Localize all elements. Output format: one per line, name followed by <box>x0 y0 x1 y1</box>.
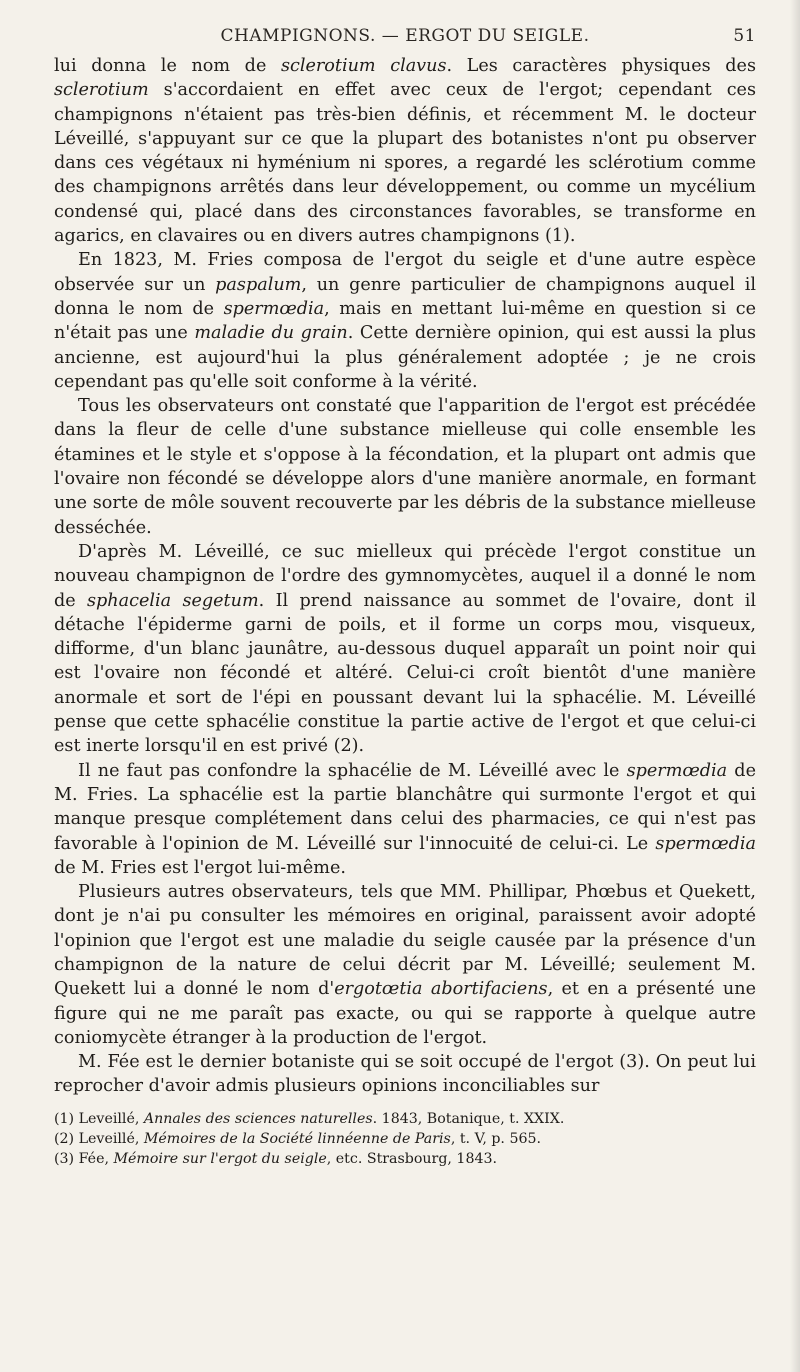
paragraph-text-run: Plusieurs autres observateurs, tels que MM. Phillipar, Phœbus et Quekett, dont je n'ai pu consulter les mémoires en original, paraissent avoir adopté l'opinion que l'ergot est une maladie du seigle causée par la présence d'un champignon de la nature de celui décrit par M. Léveillé; seulement M. Quekett lui a donné le nom d' <box>54 882 756 1000</box>
paragraph-text-run: , et en a présenté une figure qui ne me paraît pas exacte, ou qui se rapporte à quelque autre coniomycète étranger à la production de l'ergot. <box>54 979 757 1048</box>
page-edge-shadow <box>790 0 800 1372</box>
footnote-text-run: Mémoires de la Société linnéenne de Paris <box>143 1130 451 1147</box>
paragraph-text-run: Tous les observateurs ont constaté que l'apparition de l'ergot est précédée dans la fleur de celle d'une substance mielleuse qui colle ensemble les étamines et le style et s'oppose à la fécondation, et la plupart ont admis que l'ovaire non fécondé se développe alors d'une manière anormale, en formant une sorte de môle souvent recouverte par les débris de la substance mielleuse desséchée. <box>54 396 756 538</box>
paragraph-text-run: sphacelia segetum <box>87 590 259 611</box>
footnote-text-run: (2) Leveillé, <box>54 1130 144 1147</box>
footnote-text-run: (3) Fée, <box>54 1150 114 1167</box>
paragraph-6 <box>54 880 756 1050</box>
paragraph-7 <box>54 1050 756 1099</box>
footnote-text-run: , etc. Strasbourg, 1843. <box>326 1150 498 1167</box>
paragraph-text-run: . Les caractères physiques des <box>446 56 756 76</box>
running-title: CHAMPIGNONS. — ERGOT DU SEIGLE. <box>220 26 590 46</box>
footnote-text-run: (1) Leveillé, <box>54 1110 144 1127</box>
paragraph-text-run: ergotœtia abortifaciens <box>334 979 548 1000</box>
footnote-text-run: . 1843, Botanique, t. XXIX. <box>372 1110 565 1127</box>
footnote-text-run: Mémoire sur l'ergot du seigle <box>113 1150 327 1167</box>
paragraph-text-run: , un genre particulier de champignons auquel il donna le nom de <box>54 274 756 319</box>
paragraph-1 <box>54 54 756 248</box>
paragraph-text-run: spermœdia <box>626 760 728 781</box>
paragraph-text-run: En 1823, M. Fries composa de l'ergot du seigle et d'une autre espèce observée sur un <box>54 250 756 295</box>
paragraph-text-run: M. Fée est le dernier botaniste qui se soit occupé de l'ergot (3). On peut lui reprocher d'avoir admis plusieurs opinions inconciliables sur <box>54 1052 756 1097</box>
paragraph-text-run: . Il prend naissance au sommet de l'ovaire, dont il détache l'épiderme garni de poils, et il forme un corps mou, visqueux, difforme, d'un blanc jaunâtre, au-dessous duquel apparaît un point noir qui est l'ovaire non fécondé et altéré. Celui-ci croît bientôt d'une manière anormale et sort de l'épi en poussant devant lui la sphacélie. M. Léveillé pense que cette sphacélie constitue la partie active de l'ergot et que celui-ci est inerte lorsqu'il en est privé (2). <box>54 590 756 757</box>
paragraph-text-run: sclerotium clavus <box>280 56 447 76</box>
page-number: 51 <box>733 26 756 46</box>
paragraph-text-run: de M. Fries est l'ergot lui-même. <box>54 857 346 878</box>
paragraph-text-run: D'après M. Léveillé, ce suc mielleux qui précède l'ergot constitue un nouveau champignon de l'ordre des gymnomycètes, auquel il a donné le nom de <box>54 541 756 611</box>
body-text <box>54 54 756 1099</box>
paragraph-text-run: paspalum <box>215 274 302 295</box>
paragraph-text-run: spermœdia <box>223 298 325 319</box>
footnote-3 <box>54 1149 756 1169</box>
paragraph-5 <box>54 759 756 880</box>
paragraph-text-run: de M. Fries. La sphacélie est la partie blanchâtre qui surmonte l'ergot et qui manque presque complétement dans celui des pharmacies, ce qui n'est pas favorable à l'opinion de M. Léveillé sur l'innocuité de celui-ci. Le <box>54 760 756 854</box>
paragraph-4 <box>54 540 756 759</box>
paragraph-text-run: . Cette dernière opinion, qui est aussi la plus ancienne, est aujourd'hui la plus généralement adoptée ; je ne crois cependant pas qu'elle soit conforme à la vérité. <box>54 323 756 392</box>
paragraph-text-run: sclerotium <box>54 80 149 101</box>
paragraph-text-run: maladie du grain <box>194 323 348 344</box>
running-header <box>54 20 756 54</box>
paragraph-3 <box>54 394 756 540</box>
footnote-text-run: , t. V, p. 565. <box>450 1130 542 1147</box>
paragraph-text-run: s'accordaient en effet avec ceux de l'ergot; cependant ces champignons n'étaient pas très-bien définis, et récemment M. le docteur Léveillé, s'appuyant sur ce que la plupart des botanistes n'ont pu observer dans ces végétaux ni hyménium ni spores, a regardé les sclérotium comme des champignons arrêtés dans leur développement, ou comme un mycélium condensé qui, placé dans des circonstances favorables, se transforme en agarics, en clavaires ou en divers autres champignons (1). <box>54 80 756 247</box>
footnotes <box>54 1109 756 1169</box>
paragraph-text-run: Il ne faut pas confondre la sphacélie de M. Léveillé avec le <box>78 760 627 781</box>
paragraph-text-run: spermœdia <box>655 833 756 854</box>
paragraph-text-run: lui donna le nom de <box>54 56 281 76</box>
paragraph-text-run: , mais en mettant lui-même en question si ce n'était pas une <box>54 298 756 344</box>
footnote-1 <box>54 1109 756 1129</box>
footnote-text-run: Annales des sciences naturelles <box>143 1110 373 1127</box>
paragraph-2 <box>54 248 756 394</box>
footnote-2 <box>54 1129 756 1149</box>
